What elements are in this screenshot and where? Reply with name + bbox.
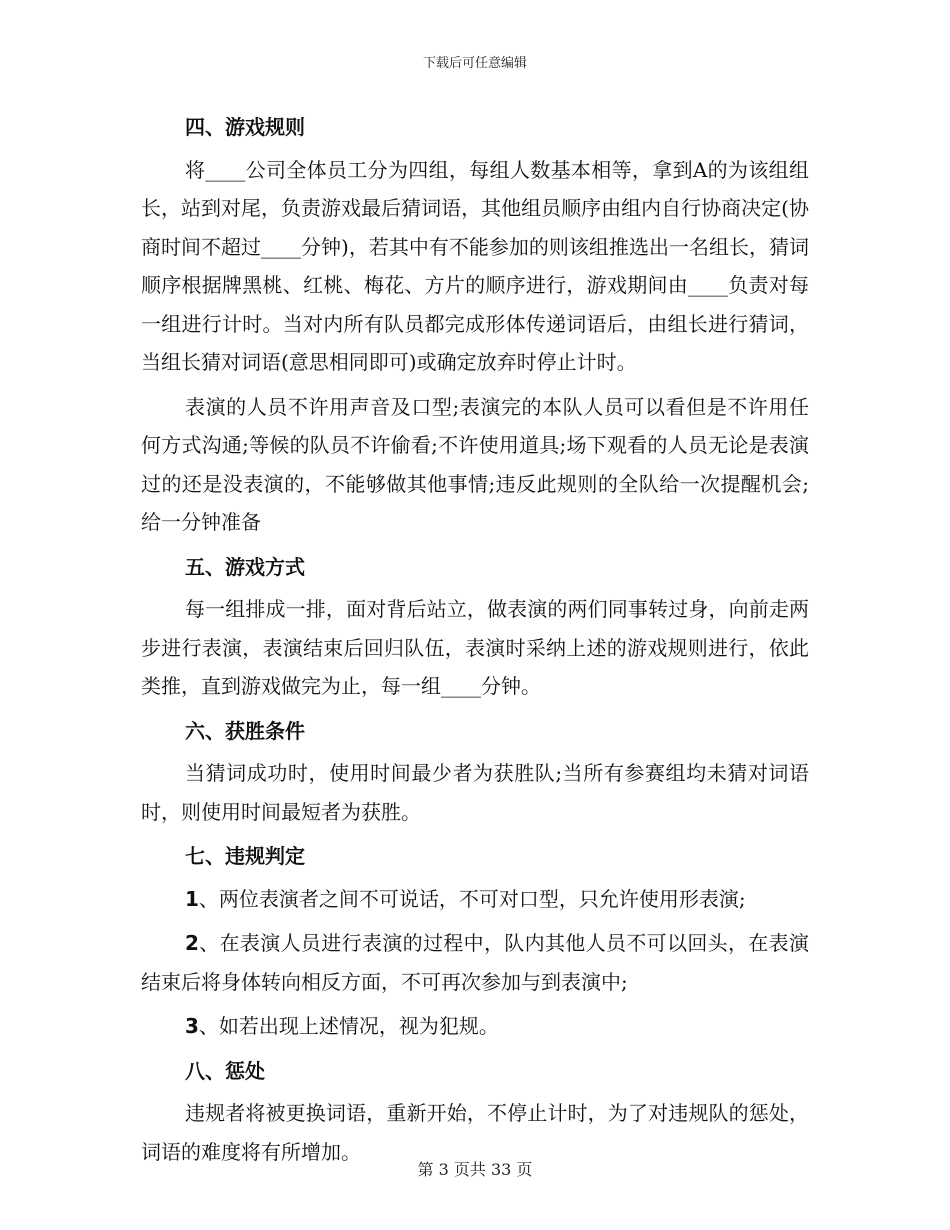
page-header: 下载后可任意编辑: [422, 56, 527, 71]
paragraph: 违规者将被更换词语，重新开始，不停止计时，为了对违规队的惩处，词语的难度将有所增加。: [141, 1101, 809, 1164]
section-heading-win-conditions: 六、获胜条件: [185, 718, 305, 743]
list-item-text: 、两位表演者之间不可说话，不可对口型，只允许使用形表演;: [198, 886, 746, 911]
list-item-text: 、在表演人员进行表演的过程中，队内其他人员不可以回头，在表演结束后将身体转向相反方面，不可再次参加与到表演中;: [141, 931, 809, 994]
list-item: [141, 924, 809, 1001]
list-item-text: 、如若出现上述情况，视为犯规。: [198, 1014, 499, 1038]
list-item-number: 2: [185, 931, 199, 955]
paragraph: 当猜词成功时，使用时间最少者为获胜队;当所有参赛组均未猜对词语时，则使用时间最短者为获胜。: [141, 761, 809, 824]
list-item: [141, 1007, 809, 1046]
document-body: [141, 106, 809, 1177]
paragraph: 每一组排成一排，面对背后站立，做表演的两们同事转过身，向前走两步进行表演，表演结束后回归队伍，表演时采纳上述的游戏规则进行，依此类推，直到游戏做完为止，每一组____分钟。: [141, 597, 809, 698]
paragraph: 将____公司全体员工分为四组，每组人数基本相等，拿到A的为该组组长，站到对尾，负责游戏最后猜词语，其他组员顺序由组内自行协商决定(协商时间不超过____分钟)，若其中有不能参加的则该组推选出一名组长，猜词顺序根据牌黑桃、红桃、梅花、方片的顺序进行，游戏期间由____负责对每一组进行计时。当对内所有队员都完成形体传递词语后，由组长进行猜词，当组长猜对词语(意思相同即可)或确定放弃时停止计时。: [141, 157, 809, 374]
list-item-number: 3: [185, 1014, 199, 1038]
list-item-number: 1: [185, 886, 199, 911]
page-footer: 第 3 页共 33 页: [417, 1160, 533, 1179]
section-heading-method: 五、游戏方式: [185, 554, 305, 579]
section-heading-rules: 四、游戏规则: [185, 115, 305, 139]
section-heading-violations: 七、违规判定: [185, 844, 305, 868]
list-item: [141, 880, 809, 919]
paragraph: 表演的人员不许用声音及口型;表演完的本队人员可以看但是不许用任何方式沟通;等候的队员不许偷看;不许使用道具;场下观看的人员无论是表演过的还是没表演的，不能够做其他事情;违反此规则的全队给一次提醒机会;给一分钟准备: [141, 394, 809, 534]
section-heading-penalty: 八、惩处: [185, 1058, 265, 1083]
